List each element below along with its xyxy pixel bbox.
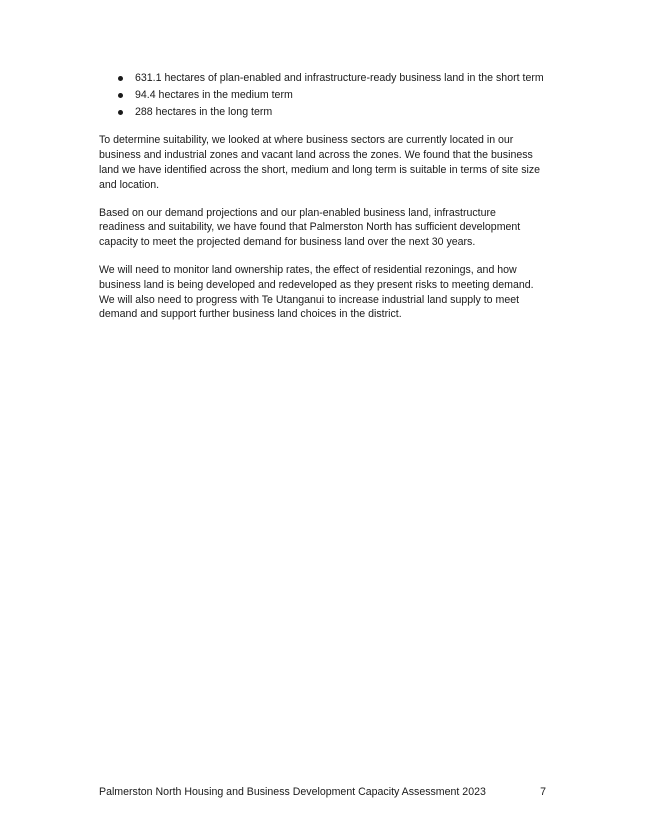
- hectares-bullet-list: [99, 71, 544, 119]
- bullet-icon: [118, 76, 123, 81]
- body-content: [99, 71, 544, 322]
- bullet-text: 94.4 hectares in the medium term: [135, 88, 293, 101]
- bullet-text: 631.1 hectares of plan-enabled and infrastructure-ready business land in the short term: [135, 72, 544, 84]
- bullet-text: 288 hectares in the long term: [135, 105, 273, 118]
- bullet-item: [99, 71, 544, 86]
- bullet-icon: [118, 110, 123, 115]
- bullet-item: [99, 105, 544, 120]
- paragraph-capacity: Based on our demand projections and our plan-enabled business land, infrastructure readiness and suitability, we have found that Palmerston North has sufficient development capacity to meet the projected demand for business land over the next 30 years.: [99, 206, 521, 249]
- bullet-icon: [118, 93, 123, 98]
- paragraph-risks: We will need to monitor land ownership rates, the effect of residential rezonings, and how business land is being developed and redeveloped as they present risks to meeting demand. We will also need to progress with Te Utanganui to increase industrial land supply to meet demand and support further business land choices in the district.: [99, 263, 534, 321]
- paragraph-suitability: To determine suitability, we looked at where business sectors are currently located in our business and industrial zones and vacant land across the zones. We found that the business land we have identified across the short, medium and long term is suitable in terms of site size and location.: [99, 134, 541, 191]
- footer-title: Palmerston North Housing and Business Development Capacity Assessment 2023: [99, 786, 486, 798]
- bullet-item: [99, 88, 544, 103]
- page-number: 7: [540, 786, 546, 798]
